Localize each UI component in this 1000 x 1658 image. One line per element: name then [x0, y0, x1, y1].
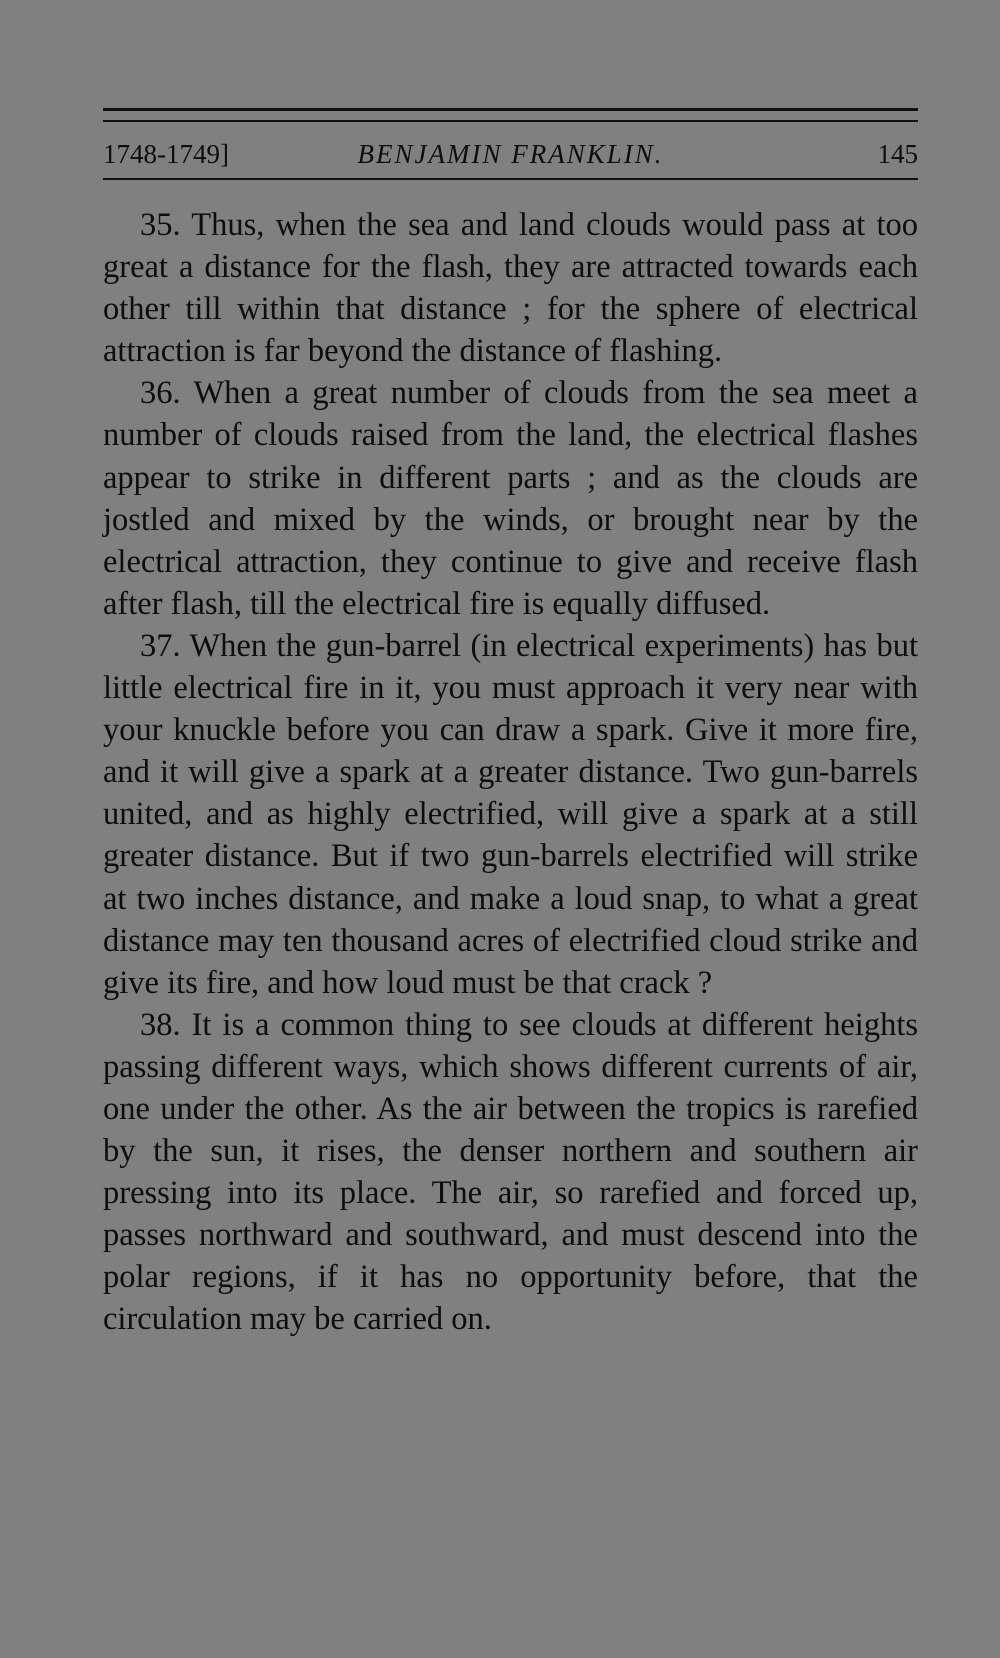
- paragraph-text: Thus, when the sea and land clouds would pass at too great a distance for the flash, they are attracted towards each other till within that distance ; for the sphere of electrical attraction is far beyond the distance of flashing.: [103, 207, 918, 370]
- paragraph-number: 35.: [140, 207, 181, 243]
- paragraph-number: 37.: [140, 627, 181, 664]
- paragraph-text: When the gun-barrel (in electrical experiments) has but little electrical fire in it, you must approach it very near with your knuckle before you can draw a spark. Give it more fire, and it will give a spark at a greater distance. Two gun-barrels united, and as highly electrified, will give a spark at a still greater distance. But if two gun-barrels electrified will strike at two inches distance, and make a loud snap, to what a great distance may ten thousand acres of electrified cloud strike and give its fire, and how loud must be that crack ?: [103, 627, 918, 1001]
- paragraph-35: [103, 204, 918, 372]
- paragraph-38: [103, 1004, 918, 1341]
- running-head-dates: 1748-1749]: [103, 139, 229, 169]
- header-rule-top: [103, 108, 918, 111]
- paragraph-text: When a great number of clouds from the sea meet a number of clouds raised from the land, the electrical flashes appear to strike in different parts ; and as the clouds are jostled and mixed by the winds, or brought near by the electrical attraction, they continue to give and receive flash after flash, till the electrical fire is equally diffused.: [103, 375, 918, 622]
- book-page: [103, 108, 918, 1341]
- body-text: [103, 204, 918, 1341]
- paragraph-36: [103, 372, 918, 625]
- running-head: [103, 122, 918, 178]
- paragraph-37: [103, 625, 918, 1004]
- page-number: 145: [877, 139, 918, 169]
- running-head-title: BENJAMIN FRANKLIN.: [357, 139, 664, 169]
- paragraph-number: 36.: [140, 375, 181, 412]
- paragraph-number: 38.: [140, 1006, 181, 1043]
- paragraph-text: It is a common thing to see clouds at different heights passing different ways, which shows different currents of air, one under the other. As the air between the tropics is rarefied by the sun, it rises, the denser northern and southern air pressing into its place. The air, so rarefied and forced up, passes northward and southward, and must descend into the polar regions, if it has no opportunity before, that the circulation may be carried on.: [103, 1006, 918, 1338]
